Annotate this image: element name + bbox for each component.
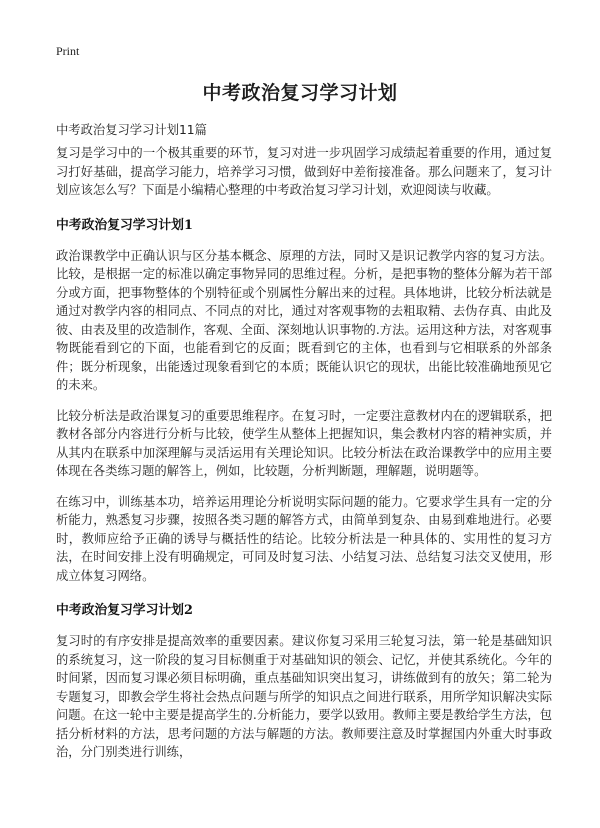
intro-paragraph: 复习是学习中的一个极其重要的环节，复习对进一步巩固学习成绩起着重要的作用，通过复习打好基础，提高学习能力，培养学习习惯，做到好中差衔接准备。那么问题来了，复习计划应该怎么写？下面是小编精心整理的中考政治复习学习计划，欢迎阅读与收藏。 (56, 146, 552, 197)
section-heading-2: 中考政治复习学习计划2 (56, 603, 193, 618)
section-1-paragraph-2: 比较分析法是政治课复习的重要思维程序。在复习时，一定要注意教材内在的逻辑联系，把教材各部分内容进行分析与比较，使学生从整体上把握知识，集会教材内容的精神实质，并从其内在联系中加深理解与灵活运用有关理论知识。比较分析法在政治课教学中的应用主要体现在各类练习题的解答上，例如，比较题，分析判断题，理解题，说明题等。 (56, 408, 552, 478)
section-2-paragraph-1: 复习时的有序安排是提高效率的重要因素。建议你复习采用三轮复习法，第一轮是基础知识的系统复习，这一阶段的复习目标侧重于对基础知识的领会、记忆，并使其系统化。今年的时间紧，因而复习课必须目标明确，重点基础知识突出复习，讲练做到有的放矢；第二轮为专题复习，即教会学生将社会热点问题与所学的知识点之间进行联系，用所学知识解决实际问题。在这一轮中主要是提高学生的.分析能力，要学以致用。教师主要是教给学生方法，包括分析材料的方法，思考问题的方法与解题的方法。教师要注意及时掌握国内外重大时事政治，分门别类进行训练， (56, 634, 552, 759)
section-1-paragraph-1: 政治课教学中正确认识与区分基本概念、原理的方法，同时又是识记教学内容的复习方法。比较，是根据一定的标准以确定事物异同的思维过程。分析，是把事物的整体分解为若干部分或方面，把事物整体的个别特征或个别属性分解出来的过程。具体地讲，比较分析法就是通过对教学内容的相同点、不同点的对比，通过对客观事物的去粗取精、去伪存真、由此及彼、由表及里的改造制作，客观、全面、深刻地认识事物的.方法。运用这种方法，对客观事物既能看到它的下面，也能看到它的反面；既看到它的主体，也看到与它相联系的外部条件；既分析现象，出能透过现象看到它的本质；既能认识它的现状，出能比较准确地预见它的未来。 (56, 248, 552, 392)
document-subtitle: 中考政治复习学习计划11篇 (56, 123, 207, 137)
document-body (56, 144, 552, 774)
document-title: 中考政治复习学习计划 (202, 82, 398, 104)
print-link[interactable]: Print (56, 44, 80, 58)
section-1-paragraph-3: 在练习中，训练基本功，培养运用理论分析说明实际问题的能力。它要求学生具有一定的分析能力，熟悉复习步骤，按照各类习题的解答方式，由简单到复杂、由易到难地进行。必要时，教师应给予正确的诱导与概括性的结论。比较分析法是一种具体的、实用性的复习方法，在时间安排上没有明确规定，可同及时复习法、小结复习法、总结复习法交叉使用，形成立体复习网络。 (56, 494, 552, 583)
section-heading-1: 中考政治复习学习计划1 (56, 217, 193, 233)
